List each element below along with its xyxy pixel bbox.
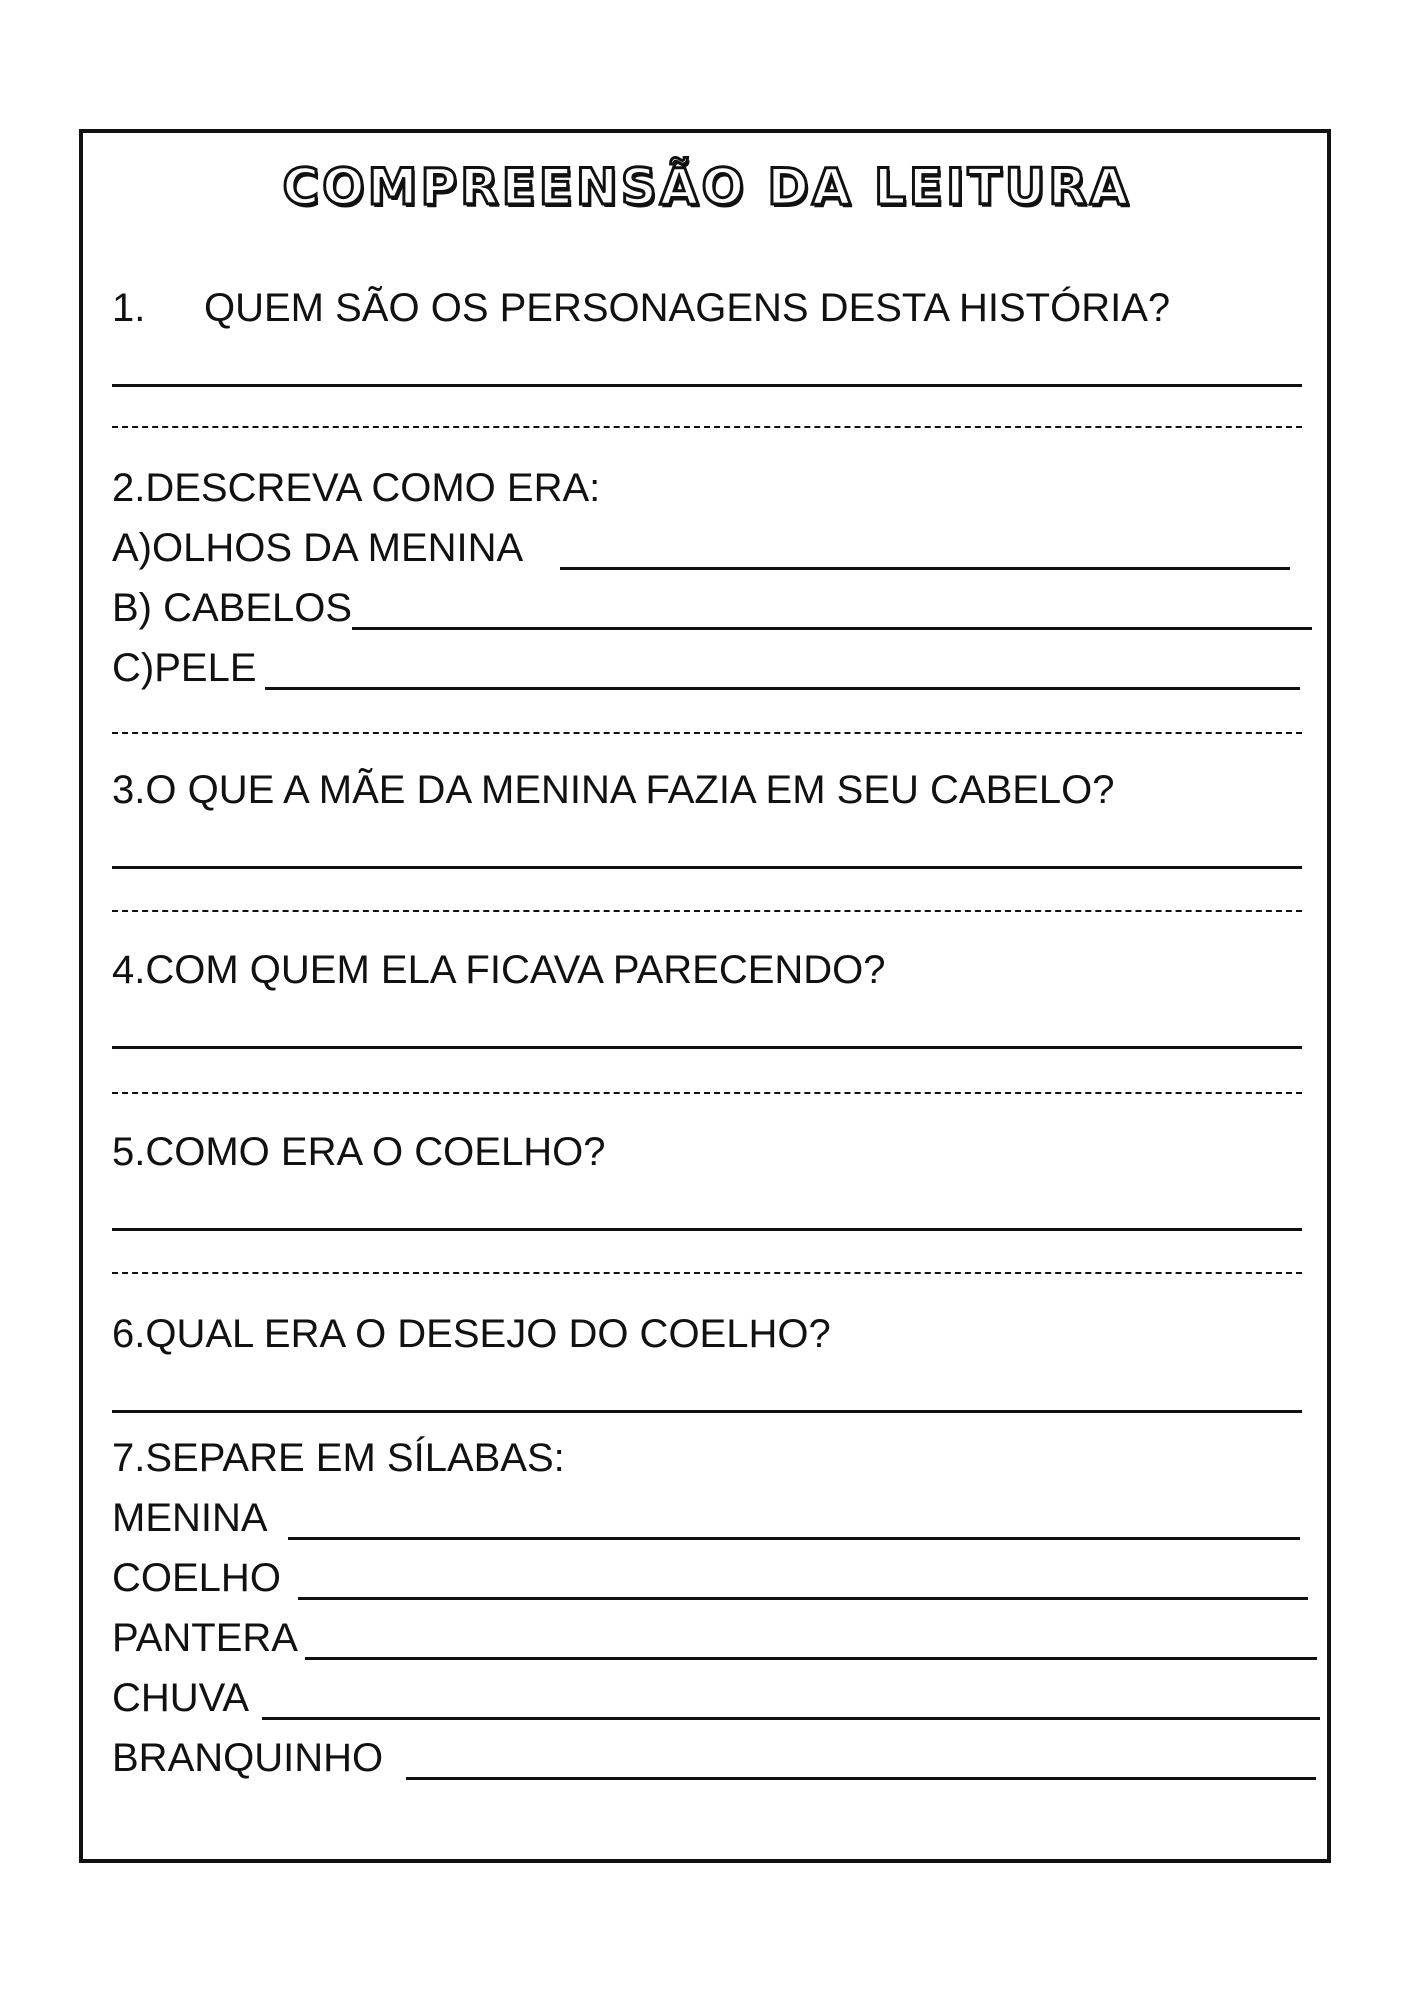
question-4-text: 4.COM QUEM ELA FICAVA PARECENDO?: [112, 948, 886, 992]
separator-3: [112, 910, 1302, 912]
answer-line-2b[interactable]: [352, 627, 1312, 630]
separator-1: [112, 426, 1302, 428]
question-1: [112, 284, 1170, 332]
question-2-item-c: C)PELE: [112, 646, 257, 690]
syllable-word-4: CHUVA: [112, 1676, 250, 1720]
separator-2: [112, 732, 1302, 734]
separator-5: [112, 1272, 1302, 1274]
question-1-text: QUEM SÃO OS PERSONAGENS DESTA HISTÓRIA?: [204, 286, 1171, 330]
question-2-text: 2.DESCREVA COMO ERA:: [112, 466, 601, 510]
syllable-answer-4[interactable]: [262, 1717, 1320, 1720]
question-5-text: 5.COMO ERA O COELHO?: [112, 1130, 606, 1174]
answer-line-1[interactable]: [112, 384, 1302, 387]
answer-line-2c[interactable]: [265, 687, 1300, 690]
syllable-word-5: BRANQUINHO: [112, 1736, 384, 1780]
question-2-item-b: B) CABELOS: [112, 586, 353, 630]
worksheet-title: COMPREENSÃO DA LEITURA: [282, 158, 1132, 216]
syllable-word-3: PANTERA: [112, 1616, 298, 1660]
answer-line-4[interactable]: [112, 1046, 1302, 1049]
question-2-item-a: A)OLHOS DA MENINA: [112, 526, 524, 570]
question-6-text: 6.QUAL ERA O DESEJO DO COELHO?: [112, 1312, 831, 1356]
worksheet-border: [79, 129, 1331, 1863]
question-7-text: 7.SEPARE EM SÍLABAS:: [112, 1436, 565, 1480]
answer-line-2a[interactable]: [560, 567, 1290, 570]
syllable-word-2: COELHO: [112, 1556, 281, 1600]
syllable-answer-5[interactable]: [406, 1777, 1316, 1780]
syllable-word-1: MENINA: [112, 1496, 268, 1540]
question-1-number: 1.: [112, 286, 146, 330]
syllable-answer-2[interactable]: [298, 1597, 1308, 1600]
answer-line-5[interactable]: [112, 1228, 1302, 1231]
answer-line-6[interactable]: [112, 1410, 1302, 1413]
separator-4: [112, 1092, 1302, 1094]
syllable-answer-1[interactable]: [288, 1537, 1300, 1540]
syllable-answer-3[interactable]: [305, 1657, 1317, 1660]
question-3-text: 3.O QUE A MÃE DA MENINA FAZIA EM SEU CABELO?: [112, 768, 1115, 812]
answer-line-3[interactable]: [112, 866, 1302, 869]
